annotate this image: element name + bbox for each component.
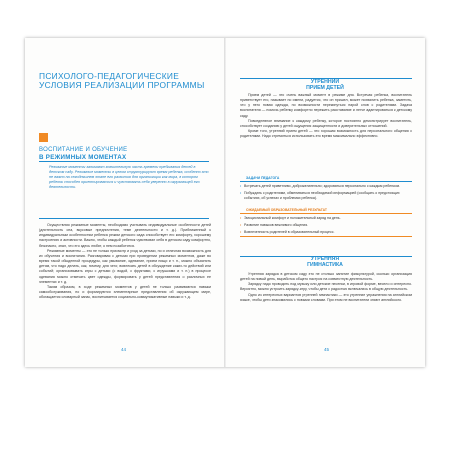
results-heading: ОЖИДАЕМЫЙ ОБРАЗОВАТЕЛЬНЫЙ РЕЗУЛЬТАТ [240, 208, 412, 214]
orange-marker [39, 133, 48, 142]
right-paragraph-3: Кроме того, утренний прием детей — это хорошая возможность для персонального общения с родителями. Надо стремиться использовать это время максимально эффективно. [240, 129, 412, 139]
goals-heading: ЗАДАЧИ ПЕДАГОГА [240, 176, 412, 182]
result-item: • Вовлеченность родителей в образовательный процесс. [240, 229, 335, 234]
bullet-icon: • [240, 184, 242, 188]
right-paragraph-1: Прием детей — это очень важный момент в режиме дня. Встречая ребенка, воспитатель приветствует его, называет по имени, радуется, что он пришел, может похвалить ребенка, заметить, что у него новая одежда, по возможности перекинуться парой слов с родителями. Задача воспитателя — помочь ребенку комфортно пережить расставание и легче адаптироваться к детскому саду. [240, 93, 412, 118]
goals-box [240, 176, 412, 200]
intro-text: Режимные моменты занимают значительную часть времени пребывания детей в детском саду. Режимные моменты в целом структурируют время ребенка, особенно это не важно на сегодняшнем этапе его развития для организации как мира, в котором ребенок способен ориентироваться и чувствовать себя уверенно в окружающей его деятельности. [49, 165, 209, 189]
section-box-2 [240, 256, 412, 269]
right-body-1 [240, 93, 412, 139]
right-body-2 [240, 272, 412, 303]
left-paragraph-2: Режимные моменты — это не только присмотр и уход за детьми, но и отличная возможность для их обучения и воспитания. Разговаривая с детьми при проведении режимных моментов, даже во время такой обыденной процедуры, как умывание, одевание, прием пищи и т. п., можно объяснять детям, что надо делать, как, почему, для чего; вовлекать детей в обсуждение каких-то действий или событий; организовывать игры с детьми (с водой, с фруктами, с игрушками и т. п.) в процессе одевания можно отмечать цвет одежды, формировать у детей представления о различных ее элементах и т. д. [39, 248, 211, 284]
right-paragraph-5: Зарядку надо проводить под музыку или детские песенки, в игровой форме, весело и интересно. Вероятно, можно устроить зарядку-игру, чтобы дети с радостью включались в общую деятельность. [240, 282, 412, 292]
left-body [39, 223, 211, 300]
intro-box [39, 161, 209, 219]
section-heading-line2: В РЕЖИМНЫХ МОМЕНТАХ [39, 154, 127, 161]
bullet-icon: • [240, 216, 242, 220]
page-number-left: 44 [121, 347, 127, 352]
results-box [240, 208, 412, 237]
chapter-title: ПСИХОЛОГО-ПЕДАГОГИЧЕСКИЕ УСЛОВИЯ РЕАЛИЗАЦИИ ПРОГРАММЫ [39, 71, 205, 91]
results-list [240, 216, 412, 237]
section1-heading: УТРЕННИЙ ПРИЕМ ДЕТЕЙ [306, 79, 344, 91]
bullet-icon: • [240, 190, 242, 195]
book-spread [25, 38, 425, 367]
goal-item: • Встречать детей приветливо, доброжелательно; здороваться персонально с каждым ребенком. [240, 184, 400, 188]
left-paragraph-3: Таким образом, в ходе режимных моментов у детей не только развиваются навыки самообслуживания, но и формируются элементарные представления об окружающем мире, обогащается словарный запас, воспитывается социально-коммуникативные навыки и т. д. [39, 284, 211, 300]
bullet-icon: • [240, 222, 242, 227]
right-paragraph-4: Утренняя зарядка в детском саду это не столько занятие физкультурой, сколько организация детей на новый день, выработка общего настроя на совместную деятельность. [240, 272, 412, 282]
result-item: • Развитие навыков вежливого общения. [240, 222, 309, 227]
section-box-1 [240, 78, 412, 91]
goal-item: • Побуждать с родителями, обмениваться необходимой информацией (сообщать о предстоящих событиях, об успехах и проблемах ребенка). [240, 190, 400, 200]
section-heading [39, 147, 209, 161]
right-page [226, 38, 425, 367]
right-paragraph-2: Повседневное внимание к каждому ребенку, которое постоянно демонстрирует воспитатель, способствует созданию у детей ощущения защищенности и доверительных отношений. [240, 118, 412, 128]
page-number-right: 45 [324, 347, 330, 352]
result-item: • Эмоциональный комфорт и положительный заряд на день. [240, 216, 341, 220]
section-heading-line1: ВОСПИТАНИЕ И ОБУЧЕНИЕ [39, 147, 128, 153]
right-paragraph-6: Одно из интересных вариантов утренней гимнастики — это утренние упражнения на английском языке, чтобы дети знакомились с новыми словами. При этом не воспитатели знают английского. [240, 292, 412, 302]
section2-heading: УТРЕННЯЯ ГИМНАСТИКА [307, 256, 343, 268]
bullet-icon: • [240, 229, 242, 234]
left-paragraph-1: Осуществляя режимные моменты, необходимо учитывать индивидуальные особенности детей (длительность сна, вкусовые предпочтения, темп деятельности и т. д.). Приближенный к индивидуальным особенностям ребенка режим детского сада способствует его комфорту, хорошему настроению и активности. Важно, чтобы каждый ребенок чувствовал себя в детском саду комфортно, безопасно, знал, что его здесь любят, о нем позаботятся. [39, 223, 211, 248]
left-page [25, 38, 224, 367]
